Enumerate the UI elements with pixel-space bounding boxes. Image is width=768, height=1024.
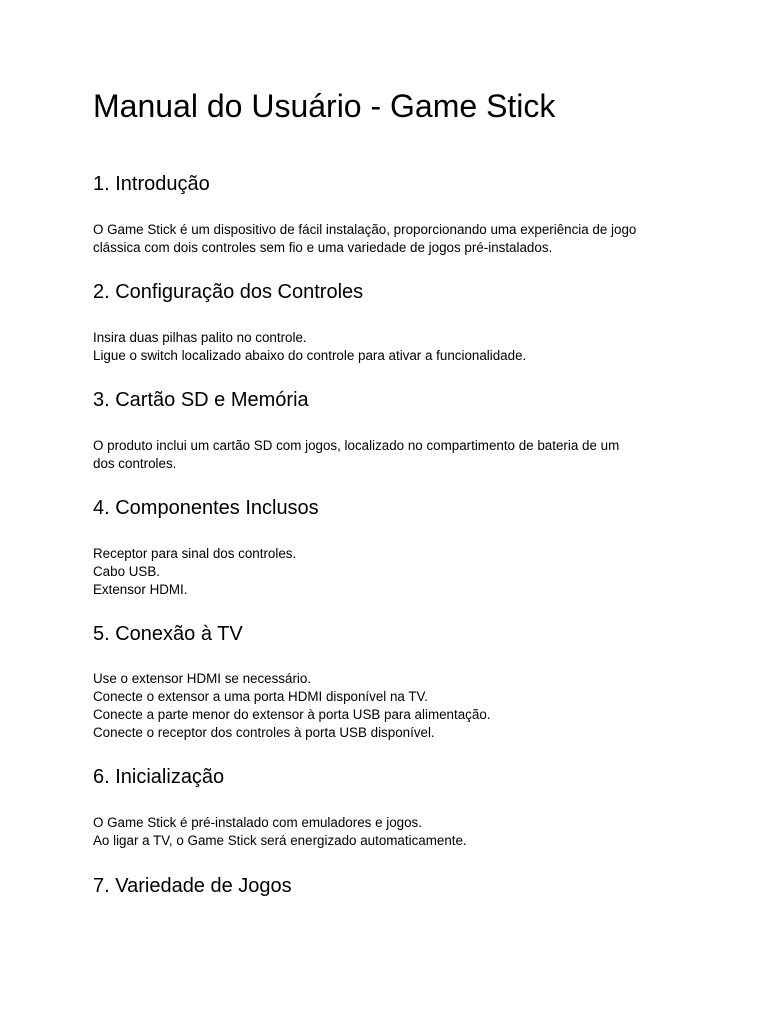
section-body-configuracao	[93, 329, 693, 365]
section-heading-configuracao: 2. Configuração dos Controles	[93, 281, 364, 303]
paragraph-line: O Game Stick é um dispositivo de fácil instalação, proporcionando uma experiência de jogo	[93, 222, 637, 237]
section-body-componentes	[93, 545, 693, 599]
paragraph-line: Receptor para sinal dos controles.	[93, 546, 297, 561]
paragraph-line: Conecte o receptor dos controles à porta USB disponível.	[93, 725, 435, 740]
paragraph-line: Insira duas pilhas palito no controle.	[93, 330, 307, 345]
paragraph-line: Extensor HDMI.	[93, 582, 188, 597]
paragraph-line: O produto inclui um cartão SD com jogos, localizado no compartimento de bateria de um	[93, 438, 620, 453]
section-body-cartao-sd	[93, 437, 693, 473]
paragraph-line: Ao ligar a TV, o Game Stick será energizado automaticamente.	[93, 833, 467, 848]
section-heading-cartao-sd: 3. Cartão SD e Memória	[93, 389, 309, 411]
paragraph-line: Cabo USB.	[93, 564, 160, 579]
paragraph-line: dos controles.	[93, 456, 177, 471]
section-heading-inicializacao: 6. Inicialização	[93, 766, 225, 788]
paragraph-line: Ligue o switch localizado abaixo do controle para ativar a funcionalidade.	[93, 348, 527, 363]
section-heading-conexao-tv: 5. Conexão à TV	[93, 623, 243, 645]
section-heading-variedade-jogos: 7. Variedade de Jogos	[93, 875, 292, 897]
paragraph-line: clássica com dois controles sem fio e uma variedade de jogos pré-instalados.	[93, 240, 553, 255]
section-body-conexao-tv	[93, 670, 693, 742]
paragraph-line: Conecte o extensor a uma porta HDMI disponível na TV.	[93, 689, 428, 704]
paragraph-line: Use o extensor HDMI se necessário.	[93, 671, 312, 686]
paragraph-line: Conecte a parte menor do extensor à porta USB para alimentação.	[93, 707, 491, 722]
section-heading-componentes: 4. Componentes Inclusos	[93, 497, 319, 519]
document-title: Manual do Usuário - Game Stick	[93, 88, 556, 124]
section-body-inicializacao	[93, 814, 693, 850]
section-body-introducao	[93, 221, 693, 257]
paragraph-line: O Game Stick é pré-instalado com emuladores e jogos.	[93, 815, 422, 830]
section-heading-introducao: 1. Introdução	[93, 173, 210, 195]
